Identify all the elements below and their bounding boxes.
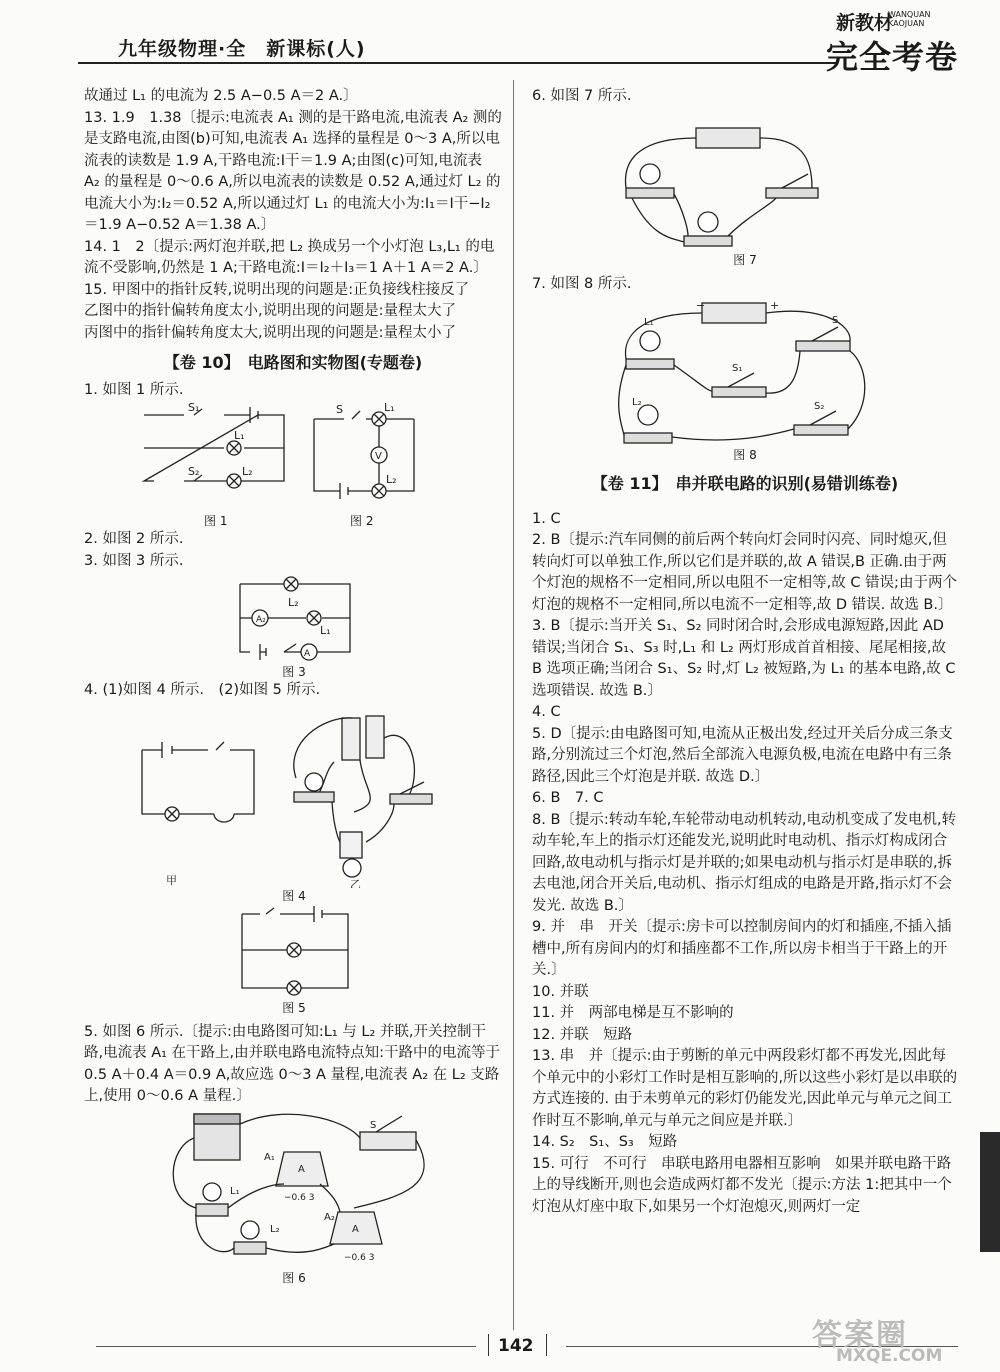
r-answer-9: 9. 并 串 开关〔提示:房卡可以控制房间内的灯和插座,不插入插槽中,所有房间内的灯和插座都不工作,所以房卡相当于干路上的开关.〕 xyxy=(532,919,952,978)
fig6-label-L1: L₁ xyxy=(230,1185,240,1197)
r-answer-3: 3. B〔提示:当开关 S₁、S₂ 同时闭合时,会形成电源短路,因此 AD 错误;当闭合 S₁、S₃ 时,L₁ 和 L₂ 两灯形成首首相接、尾尾相接,故 B 选项正确;当闭合 S₁、S₂ 时,灯 L₂ 被短路,为 L₁ 的基本电路,故 C 选项错误. 故选 B.〕 xyxy=(532,618,956,699)
fig3-label-L1: L₁ xyxy=(320,624,331,637)
fig2-caption: 图 2 xyxy=(350,514,374,528)
r-answer-6-7: 6. B 7. C xyxy=(532,790,604,806)
fig6-label-A2: A₂ xyxy=(324,1211,335,1223)
answer-7: 7. 如图 8 所示. xyxy=(532,275,632,292)
answer-1: 1. 如图 1 所示. xyxy=(84,381,184,398)
brand-en-line2: KAOJUAN xyxy=(888,19,925,28)
footer-rule-left xyxy=(96,1346,476,1347)
fig6-scale2: −0.6 3 xyxy=(344,1252,375,1263)
figure-1-2-captions xyxy=(84,513,502,529)
section-heading-11: 【卷 11】 串并联电路的识别(易错训练卷) xyxy=(591,474,899,493)
page-header xyxy=(0,0,1000,76)
answer-2: 2. 如图 2 所示. xyxy=(84,531,184,547)
fig1-label-L2: L₂ xyxy=(242,465,253,478)
r-answer-14: 14. S₂ S₁、S₃ 短路 xyxy=(532,1134,678,1150)
answer-3: 3. 如图 3 所示. xyxy=(84,552,184,569)
fig1-label-S2: S₂ xyxy=(188,465,200,478)
answer-14: 14. 1 2〔提示:两灯泡并联,把 L₂ 换成另一个小灯泡 L₃,L₁ 的电流不受影响,仍然是 1 A;干路电流:I＝I₂＋I₃＝1 A＋1 A＝2 A.〕 xyxy=(84,238,495,276)
page-number-bar-right xyxy=(546,1334,547,1356)
fig7-caption: 图 7 xyxy=(733,252,757,267)
fig6-caption: 图 6 xyxy=(282,1270,306,1285)
circuit-diagram-8 xyxy=(532,295,958,447)
figure-4 xyxy=(84,702,502,888)
circuit-diagram-4 xyxy=(84,702,502,888)
fig2-label-L1: L₁ xyxy=(384,401,395,414)
fig4-caption: 图 4 xyxy=(282,888,306,903)
fig2-label-S: S xyxy=(336,403,343,416)
header-rule xyxy=(78,62,838,64)
fig2-label-L2: L₂ xyxy=(386,473,397,486)
header-title: 九年级物理·全 新课标(人) xyxy=(118,38,366,60)
fig8-label-S1: S₁ xyxy=(732,363,743,374)
section-heading-10: 【卷 10】 电路图和实物图(专题卷) xyxy=(163,353,423,372)
fig6-label-L2: L₂ xyxy=(270,1223,280,1235)
fig3-label-L2: L₂ xyxy=(288,596,299,609)
left-column xyxy=(84,86,502,1286)
fig1-caption: 图 1 xyxy=(204,514,228,528)
r-answer-13: 13. 串 并〔提示:由于剪断的单元中两段彩灯都不再发光,因此每个单元中的小彩灯工作时是相互影响的,所以这些小彩灯是以串联的方式连接的. 由于未剪单元的彩灯仍能发光,因此单元与单元之间工作时互不影响,单元与单元之间应是并联.〕 xyxy=(532,1048,958,1129)
fig3-label-A2: A₂ xyxy=(256,615,266,625)
fig3-caption: 图 3 xyxy=(282,665,306,679)
fig4-yi: 乙 xyxy=(350,877,361,888)
figure-6 xyxy=(84,1108,502,1270)
fig2-label-V: V xyxy=(375,451,382,462)
fig1-label-S1: S₁ xyxy=(188,401,200,414)
r-answer-10: 10. 并联 xyxy=(532,983,589,1000)
r-answer-11: 11. 并 两部电梯是互不影响的 xyxy=(532,1005,734,1021)
brand-english xyxy=(888,10,931,28)
fig8-label-S2: S₂ xyxy=(814,401,825,412)
figure-1-2 xyxy=(84,401,502,513)
circuit-diagram-7 xyxy=(532,108,958,252)
fig6-label-A1: A₁ xyxy=(264,1151,275,1163)
r-answer-8: 8. B〔提示:转动车轮,车轮带动电动机转动,电动机变成了发电机,转动车轮,车上的指示灯还能发光,说明此时电动机、指示灯构成闭合回路,故电动机与指示灯是并联的;如果电动机与指示灯是串联的,拆去电池,闭合开关后,电动机、指示灯组成的电路是开路,指示灯不会发光. 故选 B.〕 xyxy=(532,811,957,914)
answer-6: 6. 如图 7 所示. xyxy=(532,88,632,104)
fig4-jia: 甲 xyxy=(166,873,177,887)
answer-12-tail: 故通过 L₁ 的电流为 2.5 A−0.5 A＝2 A.〕 xyxy=(84,88,358,104)
fig6-meter2-A: A xyxy=(352,1223,359,1235)
fig5-caption: 图 5 xyxy=(282,1000,306,1015)
answer-15-a: 15. 甲图中的指针反转,说明出现的问题是:正负接线柱接反了 xyxy=(84,281,470,298)
circuit-diagram-3 xyxy=(84,572,502,664)
page-number-bar-left xyxy=(488,1334,489,1356)
answer-15-c: 丙图中的指针偏转角度太大,说明出现的问题是:量程太小了 xyxy=(84,324,456,341)
fig8-label-L2: L₂ xyxy=(632,397,642,408)
answer-4: 4. (1)如图 4 所示. (2)如图 5 所示. xyxy=(84,682,321,698)
fig8-label-S: S xyxy=(832,315,839,326)
answer-15-b: 乙图中的指针偏转角度太小,说明出现的问题是:量程太大了 xyxy=(84,303,456,319)
circuit-diagram-6 xyxy=(84,1108,502,1270)
brand-logo: 完全考卷 xyxy=(826,38,959,76)
column-divider xyxy=(513,80,514,1330)
circuit-diagram-5 xyxy=(84,904,502,1000)
circuit-diagram-1-2 xyxy=(84,401,502,513)
r-answer-4: 4. C xyxy=(532,704,561,720)
fig3-label-A1: A xyxy=(304,649,311,659)
r-answer-12: 12. 并联 短路 xyxy=(532,1026,633,1043)
fig6-meter1-A: A xyxy=(298,1163,305,1175)
fig6-label-S: S xyxy=(370,1119,377,1131)
watermark-logo: 答案圈 xyxy=(812,1318,908,1353)
fig8-label-L1: L₁ xyxy=(644,317,654,328)
fig8-caption: 图 8 xyxy=(733,448,757,462)
right-column xyxy=(532,86,958,1218)
brand-top: 新教材 xyxy=(836,12,894,34)
watermark-url: MXQE.COM xyxy=(836,1346,943,1366)
brand-en-line1: WANQUAN xyxy=(888,10,931,19)
page-edge-tab xyxy=(980,1132,1000,1252)
fig1-label-L1: L₁ xyxy=(234,429,245,442)
fig8-minus: − xyxy=(696,299,706,312)
r-answer-1: 1. C xyxy=(532,510,561,527)
fig6-scale1: −0.6 3 xyxy=(284,1192,315,1203)
answer-13: 13. 1.9 1.38〔提示:电流表 A₁ 测的是干路电流,电流表 A₂ 测的是支路电流,由图(b)可知,电流表 A₁ 选择的量程是 0～3 A,所以电流表的读数是 1.9 A,干路电流:I干＝1.9 A;由图(c)可知,电流表 A₂ 的量程是 0～0.6 A,所以电流表的读数是 0.52 A,通过灯 L₂ 的电流大小为:I₂＝0.52 A,所以通过灯 L₁ 的电流大小为:I₁＝I干−I₂＝1.9 A−0.52 A＝1.38 A.〕 xyxy=(84,109,502,233)
r-answer-15: 15. 可行 不可行 串联电路用电器相互影响 如果并联电路干路上的导线断开,则也会造成两灯都不发光〔提示:方法 1:把其中一个灯泡从灯座中取下,如果另一个灯泡熄灭,则两灯一定 xyxy=(532,1155,952,1215)
fig8-plus: + xyxy=(770,299,780,312)
r-answer-2: 2. B〔提示:汽车同侧的前后两个转向灯会同时闪亮、同时熄灭,但转向灯可以单独工作,所以它们是并联的,故 A 错误,B 正确.由于两个灯泡的规格不一定相同,所以电阻不一定相等,故 C 错误;由于两个灯泡的规格不一定相同,所以电流不一定相等,故 D 错误. 故选 B.〕 xyxy=(532,532,957,613)
r-answer-5: 5. D〔提示:由电路图可知,电流从正极出发,经过开关后分成三条支路,分别流过三个灯泡,然后全部流入电源负极,电流在电路中有三条路径,因此三个灯泡是并联. 故选 D.〕 xyxy=(532,725,953,785)
answer-5: 5. 如图 6 所示.〔提示:由电路图可知:L₁ 与 L₂ 并联,开关控制干路,电流表 A₁ 在干路上,由并联电路电流特点知:干路中的电流等于 0.5 A＋0.4 A＝0.9 A,故应选 0～3 A 量程,电流表 A₂ 在 L₂ 支路上,使用 0～0.6 A 量程.〕 xyxy=(84,1023,501,1104)
page-number: 142 xyxy=(498,1336,534,1356)
